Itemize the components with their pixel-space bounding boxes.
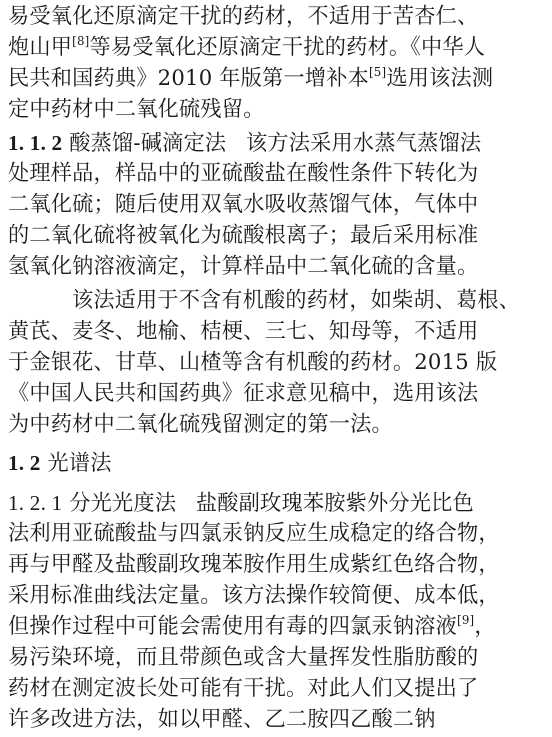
paragraph-line [8,31,544,65]
paragraph-line: 为中药材中二氧化硫残留测定的第一法。 [8,412,393,437]
citation-ref: [5] [368,65,387,79]
line-text: ， [474,614,496,639]
line-text: 该方法采用水蒸气蒸馏法 [246,131,482,156]
paragraph-line: 《中国人民共和国药典》征求意见稿中，选用该法 [8,381,479,406]
section-number: 1. 2. 1 [8,491,63,515]
paragraph-line: 采用标准曲线法定量。该方法操作较简便、成本低， [8,583,500,608]
section-title: 酸蒸馏-碱滴定法 [69,131,227,156]
paragraph-line: 该法适用于不含有机酸的药材，如柴胡、葛根、 [72,288,521,313]
paragraph-line: 药材在测定波长处可能有干扰。对此人们又提出了 [8,676,479,701]
section-number: 1. 1. 2 [8,131,63,155]
paragraph-line: 黄芪、麦冬、地榆、桔梗、三七、知母等，不适用 [8,319,479,344]
paragraph-line [8,62,544,96]
paragraph-line: 许多改进方法，如以甲醛、乙二胺四乙酸二钠 [8,707,436,732]
line-text: 等易受氧化还原滴定干扰的药材。《中华人 [89,35,486,60]
paragraph-line: 定中药材中二氧化硫残留。 [8,97,265,122]
section-title: 分光光度法 [69,491,177,516]
paragraph-line: 易受氧化还原滴定干扰的药材，不适用于苦杏仁、 [8,4,479,29]
section-number: 1. 2 [8,451,41,475]
paragraph-line: 易污染环境，而且带颜色或含大量挥发性脂肪酸的 [8,645,479,670]
paragraph-line: 于金银花、甘草、山楂等含有机酸的药材。2015 版 [8,350,498,375]
paragraph-line: 处理样品，样品中的亚硫酸盐在酸性条件下转化为 [8,161,479,186]
section-heading-1-1-2 [8,126,544,160]
paragraph-line: 法利用亚硫酸盐与四氯汞钠反应生成稳定的络合物， [8,521,500,546]
line-text: 但操作过程中可能会需使用有毒的四氯汞钠溶液 [8,614,458,639]
section-heading-1-2-1 [8,486,544,520]
paragraph-line: 再与甲醛及盐酸副玫瑰苯胺作用生成紫红色络合物， [8,552,500,577]
line-text: 选用该法测 [386,66,494,91]
line-text: 盐酸副玫瑰苯胺紫外分光比色 [195,491,474,516]
paragraph-line: 的二氧化硫将被氧化为硫酸根离子；最后采用标准 [8,223,479,248]
paragraph-line: 氢氧化钠溶液滴定，计算样品中二氧化硫的含量。 [8,254,479,279]
line-text: 炮山甲 [8,35,73,60]
citation-ref: [9] [457,613,475,627]
citation-ref: [8] [72,34,90,48]
paragraph-line [8,610,544,644]
section-heading-1-2 [8,446,544,480]
line-text: 民共和国药典》2010 年版第一增补本 [8,66,369,91]
paragraph-line: 二氧化硫；随后使用双氧水吸收蒸馏气体，气体中 [8,192,479,217]
section-title: 光谱法 [47,451,112,476]
